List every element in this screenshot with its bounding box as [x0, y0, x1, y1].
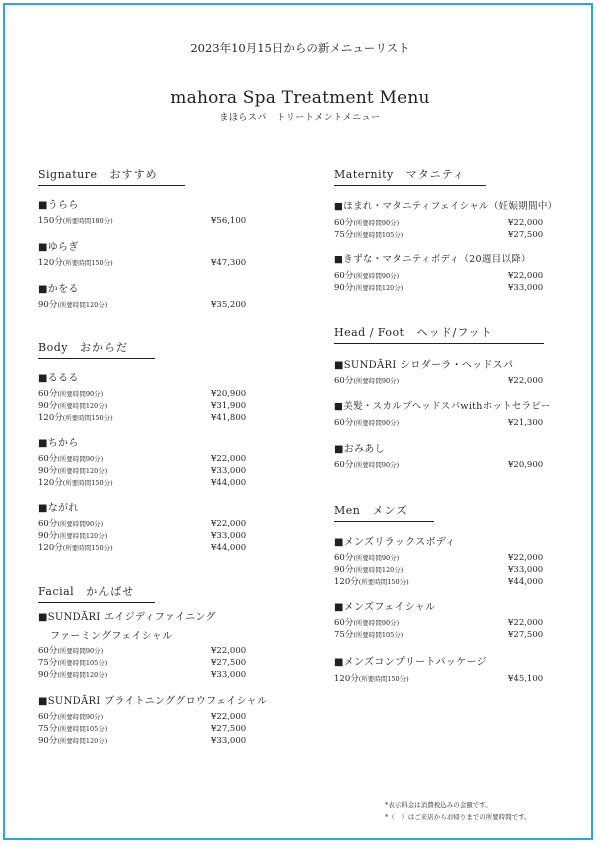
price-amount: ¥56,100 — [211, 216, 247, 226]
price-line — [38, 657, 253, 669]
effective-date-line: 2023年10月15日からの新メニューリスト — [190, 41, 410, 55]
menu-item-name: ■SUNDĀRI シロダーラ・ヘッドスパ — [334, 360, 514, 371]
duration-note: (所要時間90分) — [57, 520, 104, 528]
section-heading-head-foot — [334, 324, 544, 344]
price-line — [334, 375, 549, 387]
section-heading-maternity — [334, 166, 486, 186]
menu-item-name: ■メンズフェイシャル — [334, 602, 436, 613]
price-amount: ¥41,800 — [211, 413, 247, 423]
menu-item-name: ■かをる — [38, 284, 79, 295]
menu-item-name: ■おみあし — [334, 444, 385, 455]
duration: 75分 — [334, 630, 354, 640]
price-amount: ¥33,000 — [211, 670, 247, 680]
section-heading-jp: ヘッド/フット — [416, 326, 493, 339]
price-line — [38, 215, 253, 227]
section-heading-en: Maternity — [334, 168, 394, 181]
price-amount: ¥27,500 — [508, 230, 544, 240]
price-amount: ¥22,000 — [211, 712, 247, 722]
duration: 120分 — [334, 577, 359, 587]
duration: 60分 — [334, 618, 354, 628]
duration: 90分 — [38, 466, 58, 476]
price-line — [334, 229, 549, 241]
duration: 60分 — [334, 460, 354, 470]
price-line — [334, 459, 549, 471]
section-heading-en: Signature — [38, 168, 98, 181]
price-line — [38, 257, 253, 269]
price-amount: ¥22,000 — [211, 454, 247, 464]
price-line — [38, 645, 253, 657]
price-amount: ¥31,900 — [211, 401, 247, 411]
price-amount: ¥21,300 — [508, 418, 544, 428]
price-amount: ¥45,100 — [508, 674, 544, 684]
price-line — [334, 673, 549, 685]
duration: 120分 — [38, 258, 63, 268]
duration: 120分 — [38, 478, 63, 488]
duration-note: (所要時間90分) — [57, 713, 104, 721]
price-line — [334, 629, 549, 641]
duration-note: (所要時間120分) — [57, 532, 108, 540]
duration-note: (所要時間120分) — [57, 301, 108, 309]
duration-note: (所要時間105分) — [57, 659, 108, 667]
duration: 60分 — [334, 553, 354, 563]
price-amount: ¥33,000 — [508, 565, 544, 575]
duration-note: (所要時間150分) — [358, 578, 409, 586]
price-amount: ¥27,500 — [508, 630, 544, 640]
price-amount: ¥22,000 — [508, 218, 544, 228]
duration: 75分 — [334, 230, 354, 240]
price-line — [334, 270, 549, 282]
duration-note: (所要時間90分) — [57, 455, 104, 463]
duration-note: (所要時間90分) — [353, 619, 400, 627]
duration-note: (所要時間150分) — [62, 479, 113, 487]
menu-item-name: ■うらら — [38, 200, 79, 211]
price-amount: ¥22,000 — [508, 376, 544, 386]
price-amount: ¥22,000 — [508, 618, 544, 628]
price-amount: ¥33,000 — [508, 283, 544, 293]
price-line — [38, 477, 253, 489]
price-line — [38, 299, 253, 311]
price-amount: ¥27,500 — [211, 658, 247, 668]
price-line — [38, 453, 253, 465]
price-amount: ¥27,500 — [211, 724, 247, 734]
duration: 60分 — [38, 389, 58, 399]
duration-note: (所要時間150分) — [62, 414, 113, 422]
section-heading-jp: おからだ — [79, 341, 128, 354]
duration: 90分 — [38, 531, 58, 541]
price-amount: ¥33,000 — [211, 466, 247, 476]
duration: 90分 — [38, 401, 58, 411]
duration-note: (所要時間120分) — [57, 671, 108, 679]
price-line — [38, 542, 253, 554]
section-heading-body — [38, 339, 155, 359]
duration: 60分 — [334, 218, 354, 228]
section-heading-jp: メンズ — [372, 504, 409, 517]
menu-item-name: ■メンズコンプリートパッケージ — [334, 657, 487, 668]
duration-note: (所要時間90分) — [353, 219, 400, 227]
duration-note: (所要時間150分) — [62, 544, 113, 552]
duration-note: (所要時間120分) — [57, 402, 108, 410]
section-heading-en: Facial — [38, 585, 75, 598]
price-line — [334, 217, 549, 229]
price-amount: ¥22,000 — [508, 553, 544, 563]
duration: 60分 — [334, 271, 354, 281]
menu-item-name: ■ほまれ・マタニティフェイシャル（妊娠期間中） — [334, 201, 558, 212]
footnote-tax: *表示料金は消費税込みの金額です。 — [385, 801, 492, 809]
price-line — [334, 552, 549, 564]
duration: 90分 — [38, 736, 58, 746]
duration-note: (所要時間150分) — [358, 675, 409, 683]
section-heading-en: Men — [334, 504, 361, 517]
duration: 60分 — [38, 712, 58, 722]
duration: 120分 — [334, 674, 359, 684]
price-line — [38, 465, 253, 477]
price-line — [38, 735, 253, 747]
page-title: mahora Spa Treatment Menu — [170, 88, 430, 108]
menu-item-name: ■ゆらぎ — [38, 242, 79, 253]
section-heading-facial — [38, 583, 155, 603]
price-line — [38, 669, 253, 681]
price-line — [334, 417, 549, 429]
section-heading-en: Head / Foot — [334, 326, 405, 339]
duration-note: (所要時間120分) — [353, 284, 404, 292]
duration: 90分 — [38, 300, 58, 310]
duration: 60分 — [38, 646, 58, 656]
price-amount: ¥22,000 — [508, 271, 544, 281]
menu-item-name: ■SUNDĀRI エイジディファイニング — [38, 612, 216, 623]
price-line — [334, 564, 549, 576]
price-line — [38, 711, 253, 723]
price-line — [38, 412, 253, 424]
duration: 60分 — [334, 418, 354, 428]
price-line — [334, 576, 549, 588]
duration: 75分 — [38, 658, 58, 668]
price-amount: ¥33,000 — [211, 531, 247, 541]
price-amount: ¥44,000 — [508, 577, 544, 587]
duration-note: (所要時間180分) — [62, 217, 113, 225]
price-amount: ¥44,000 — [211, 543, 247, 553]
page-subtitle: まほらスパ トリートメントメニュー — [219, 113, 381, 123]
price-amount: ¥22,000 — [211, 519, 247, 529]
duration: 75分 — [38, 724, 58, 734]
price-amount: ¥20,900 — [508, 460, 544, 470]
price-line — [38, 723, 253, 735]
price-amount: ¥44,000 — [211, 478, 247, 488]
duration: 90分 — [334, 283, 354, 293]
price-line — [334, 282, 549, 294]
duration-note: (所要時間105分) — [353, 231, 404, 239]
section-heading-signature — [38, 166, 185, 186]
price-line — [38, 388, 253, 400]
duration: 150分 — [38, 216, 63, 226]
duration-note: (所要時間90分) — [353, 461, 400, 469]
menu-item-name: ■きずな・マタニティボディ（20週目以降） — [334, 254, 531, 265]
menu-item-name: ■ちから — [38, 438, 79, 449]
duration: 60分 — [334, 376, 354, 386]
duration-note: (所要時間120分) — [353, 566, 404, 574]
duration: 120分 — [38, 543, 63, 553]
price-line — [38, 400, 253, 412]
duration-note: (所要時間90分) — [57, 647, 104, 655]
duration-note: (所要時間105分) — [353, 631, 404, 639]
section-heading-jp: かんばせ — [86, 585, 135, 598]
price-line — [334, 617, 549, 629]
price-line — [38, 518, 253, 530]
duration-note: (所要時間105分) — [57, 725, 108, 733]
price-amount: ¥22,000 — [211, 646, 247, 656]
duration-note: (所要時間90分) — [57, 390, 104, 398]
duration: 60分 — [38, 519, 58, 529]
duration: 90分 — [334, 565, 354, 575]
duration-note: (所要時間150分) — [62, 259, 113, 267]
menu-item-name: ■るるる — [38, 373, 79, 384]
price-amount: ¥47,300 — [211, 258, 247, 268]
menu-item-name: ■メンズリラックスボディ — [334, 537, 456, 548]
menu-item-name-continued: ファーミングフェイシャル — [50, 631, 173, 642]
section-heading-men — [334, 502, 434, 522]
section-heading-jp: マタニティ — [405, 168, 465, 181]
duration-note: (所要時間90分) — [353, 272, 400, 280]
menu-item-name: ■SUNDĀRI ブライトニンググロウフェイシャル — [38, 696, 268, 707]
duration: 120分 — [38, 413, 63, 423]
duration-note: (所要時間120分) — [57, 737, 108, 745]
price-amount: ¥35,200 — [211, 300, 247, 310]
price-amount: ¥20,900 — [211, 389, 247, 399]
section-heading-en: Body — [38, 341, 68, 354]
duration-note: (所要時間120分) — [57, 467, 108, 475]
price-line — [38, 530, 253, 542]
section-heading-jp: おすすめ — [109, 168, 158, 181]
duration-note: (所要時間90分) — [353, 554, 400, 562]
footnote-duration: *（ ）はご来店からお帰りまでの所要時間です。 — [385, 813, 531, 821]
duration-note: (所要時間90分) — [353, 419, 400, 427]
duration: 90分 — [38, 670, 58, 680]
duration-note: (所要時間90分) — [353, 377, 400, 385]
menu-item-name: ■美髪・スカルプヘッドスパwithホットセラピー — [334, 401, 551, 412]
menu-item-name: ■ながれ — [38, 503, 79, 514]
duration: 60分 — [38, 454, 58, 464]
price-amount: ¥33,000 — [211, 736, 247, 746]
